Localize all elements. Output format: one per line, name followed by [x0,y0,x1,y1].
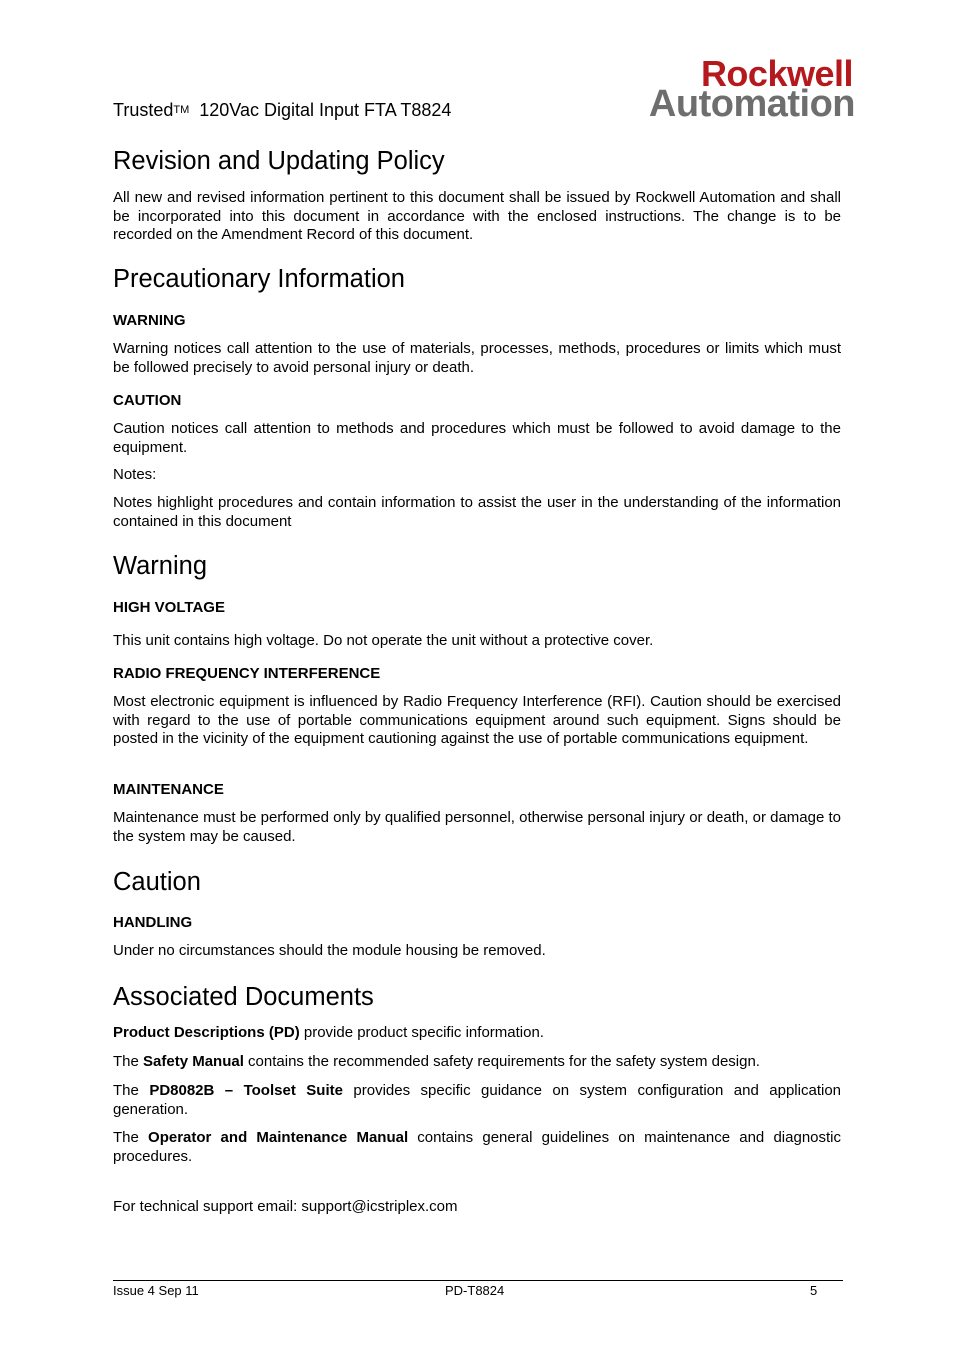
rockwell-automation-logo [597,53,855,125]
maintenance-body: Maintenance must be performed only by qualified personnel, otherwise personal injury or death, or damage to the system may be caused. [113,809,841,845]
handling-label: HANDLING [113,914,193,931]
product-descriptions-bold: Product Descriptions (PD) [113,1024,300,1041]
caution-label: CAUTION [113,392,182,409]
heading-precautionary-information: Precautionary Information [113,265,405,293]
operator-manual-paragraph [113,1129,841,1166]
operator-manual-pre: The [113,1129,149,1146]
document-title-rest: 120Vac Digital Input FTA T8824 [199,100,452,120]
safety-manual-paragraph [113,1053,841,1072]
notes-label: Notes: [113,466,157,483]
heading-warning: Warning [113,552,208,580]
warning-notice-body: Warning notices call attention to the use of materials, processes, methods, procedures or limits which must be followed precisely to avoid personal injury or death. [113,340,841,376]
heading-associated-documents: Associated Documents [113,983,374,1011]
logo-line-rockwell: Rockwell [700,53,853,94]
page-header [113,53,855,126]
heading-caution: Caution [113,868,201,896]
operator-manual-bold: Operator and Maintenance Manual [148,1129,409,1146]
footer-page-number: 5 [810,1283,818,1298]
footer-issue: Issue 4 Sep 11 [113,1283,199,1298]
product-descriptions-rest: provide product specific information. [299,1024,544,1041]
maintenance-label: MAINTENANCE [113,781,224,798]
toolset-suite-rest: provides specific guidance on system configuration and application generation. [113,1082,842,1118]
technical-support-line: For technical support email: support@icstriplex.com [113,1198,458,1215]
footer-rule [113,1280,843,1281]
rfi-label: RADIO FREQUENCY INTERFERENCE [113,665,381,682]
toolset-suite-paragraph [113,1082,841,1119]
rfi-body: Most electronic equipment is influenced by Radio Frequency Interference (RFI). Caution should be exercised with regard to the use of portable communications equipment around such equipment. Signs should be posted in the vicinity of the equipment cautioning against the use of portable communications equipment. [113,693,841,747]
product-descriptions-paragraph [113,1024,841,1043]
handling-body: Under no circumstances should the module housing be removed. [113,942,546,959]
high-voltage-body: This unit contains high voltage. Do not operate the unit without a protective cover. [113,632,654,649]
high-voltage-label: HIGH VOLTAGE [113,599,225,616]
toolset-suite-pre: The [113,1082,150,1099]
caution-notice-body: Caution notices call attention to methods and procedures which must be followed to avoid damage to the equipment. [113,420,841,456]
trademark-mark: TM [173,104,190,116]
operator-manual-rest: contains general guidelines on maintenance and diagnostic procedures. [113,1129,842,1165]
footer-doc-id: PD-T8824 [445,1283,505,1298]
document-title [113,100,451,121]
product-word: Trusted [113,100,174,120]
safety-manual-bold: Safety Manual [143,1053,244,1070]
toolset-suite-bold: PD8082B – Toolset Suite [149,1082,343,1099]
logo-line-automation: Automation [648,83,855,125]
heading-revision-policy: Revision and Updating Policy [113,147,445,175]
safety-manual-pre: The [113,1053,144,1070]
notes-body: Notes highlight procedures and contain information to assist the user in the understanding of the information contained in this document [113,494,841,530]
warning-label: WARNING [113,312,186,329]
revision-policy-body: All new and revised information pertinent to this document shall be issued by Rockwell Automation and shall be incorporated into this document in accordance with the enclosed instructions. The change is to be recorded on the Amendment Record of this document. [113,189,841,243]
safety-manual-rest: contains the recommended safety requirements for the safety system design. [243,1053,760,1070]
